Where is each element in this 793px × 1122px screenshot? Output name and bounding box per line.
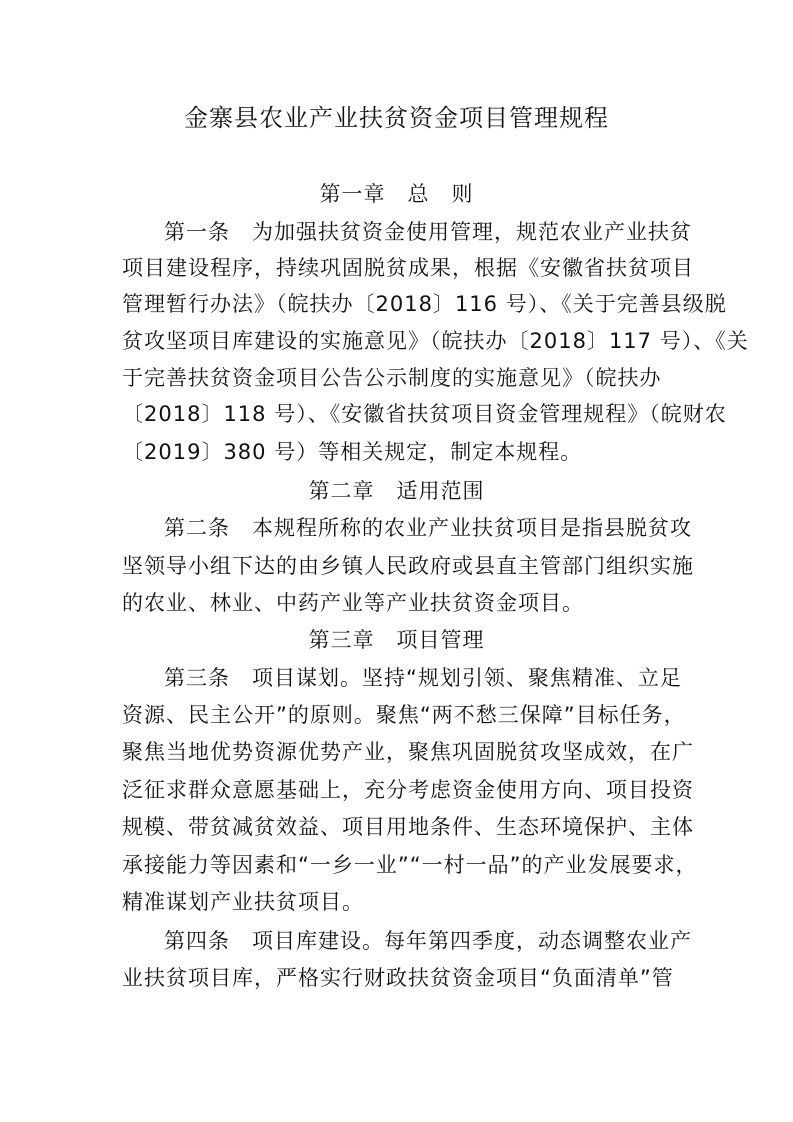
- paragraph-line: 项目建设程序，持续巩固脱贫成果，根据《安徽省扶贫项目: [122, 256, 694, 280]
- paragraph-line: 〔2018〕118 号）、《安徽省扶贫项目资金管理规程》（皖财农: [122, 402, 727, 426]
- paragraph-line: 的农业、林业、中药产业等产业扶贫资金项目。: [122, 591, 584, 615]
- paragraph-line: 规模、带贫减贫效益、项目用地条件、生态环境保护、主体: [122, 815, 694, 839]
- paragraph-line: 资源、民主公开”的原则。聚焦“两不愁三保障”目标任务，: [122, 703, 686, 727]
- paragraph-line: 第四条 项目库建设。每年第四季度，动态调整农业产: [164, 929, 692, 953]
- paragraph-line: 泛征求群众意愿基础上，充分考虑资金使用方向、项目投资: [122, 778, 694, 802]
- paragraph-line: 管理暂行办法》（皖扶办〔2018〕116 号）、《关于完善县级脱: [122, 292, 727, 316]
- chapter-3-heading: 第三章 项目管理: [308, 628, 485, 652]
- paragraph-line: 精准谋划产业扶贫项目。: [122, 890, 364, 914]
- paragraph-line: 〔2019〕380 号）等相关规定，制定本规程。: [122, 440, 583, 464]
- paragraph-line: 第三条 项目谋划。坚持“规划引领、聚焦精准、立足: [164, 666, 682, 690]
- chapter-1-heading: 第一章 总 则: [319, 182, 474, 206]
- paragraph-line: 第一条 为加强扶贫资金使用管理，规范农业产业扶贫: [164, 220, 692, 244]
- paragraph-line: 贫攻坚项目库建设的实施意见》（皖扶办〔2018〕117 号）、《关: [122, 329, 749, 353]
- paragraph-line: 业扶贫项目库，严格实行财政扶贫资金项目“负面清单”管: [122, 966, 674, 990]
- paragraph-line: 于完善扶贫资金项目公告公示制度的实施意见》（皖扶办: [122, 366, 662, 390]
- paragraph-line: 坚领导小组下达的由乡镇人民政府或县直主管部门组织实施: [122, 554, 694, 578]
- document-title: 金寨县农业产业扶贫资金项目管理规程: [184, 104, 609, 132]
- chapter-2-heading: 第二章 适用范围: [308, 479, 485, 503]
- paragraph-line: 聚焦当地优势资源优势产业，聚焦巩固脱贫攻坚成效，在广: [122, 740, 694, 764]
- paragraph-line: 承接能力等因素和“一乡一业”“一村一品”的产业发展要求，: [122, 853, 698, 877]
- paragraph-line: 第二条 本规程所称的农业产业扶贫项目是指县脱贫攻: [164, 516, 692, 540]
